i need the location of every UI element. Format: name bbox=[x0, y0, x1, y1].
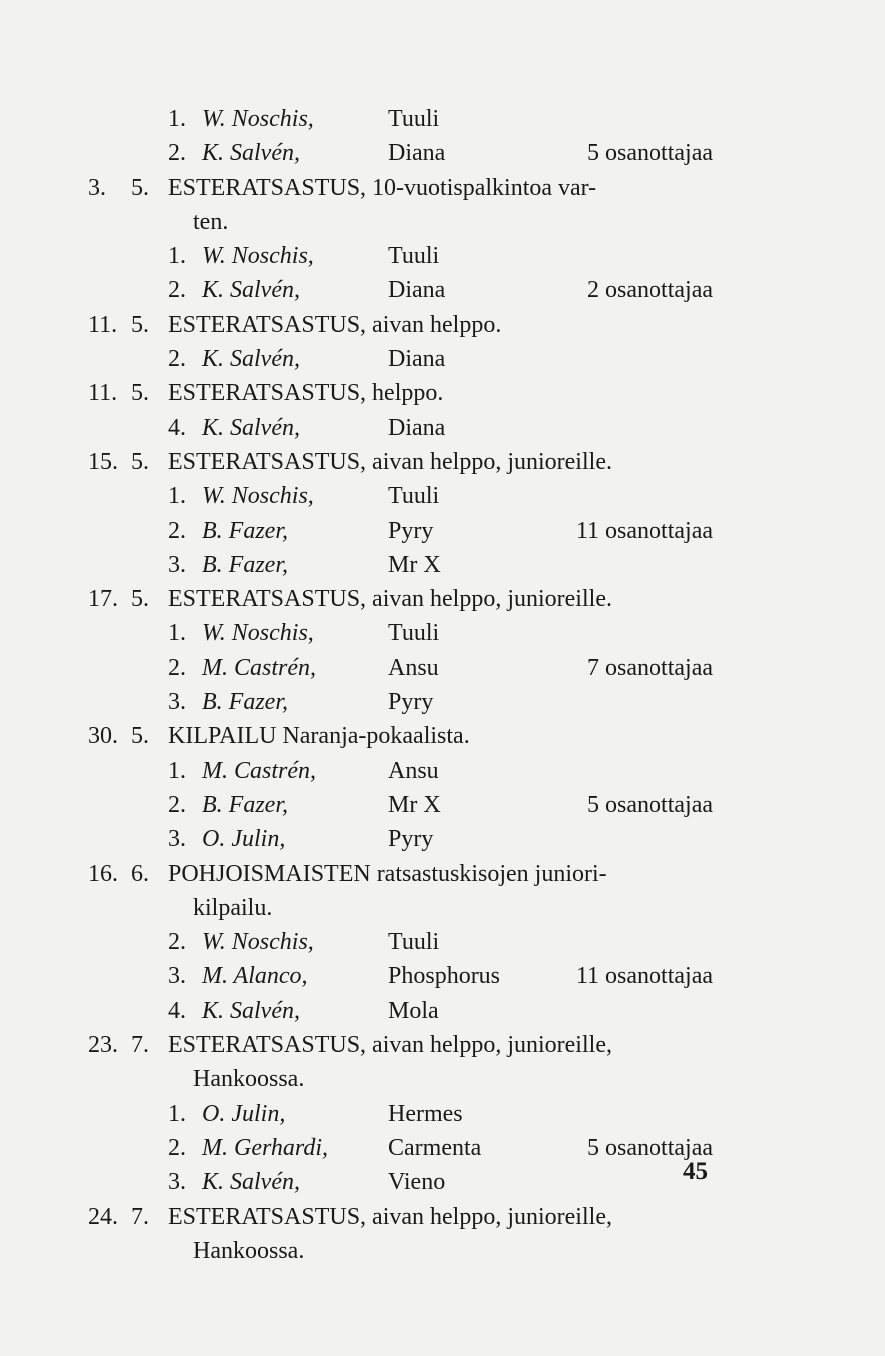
result-place: 3. bbox=[168, 551, 186, 578]
result-row bbox=[0, 651, 885, 685]
result-place: 2. bbox=[168, 929, 186, 956]
horse-name: Tuuli bbox=[388, 106, 440, 132]
result-row bbox=[0, 548, 885, 582]
result-row bbox=[0, 342, 885, 376]
result-row bbox=[0, 136, 885, 170]
horse-name: Ansu bbox=[388, 654, 439, 681]
event-title-continuation bbox=[0, 1234, 885, 1268]
result-place: 1. bbox=[168, 106, 186, 132]
result-place: 2. bbox=[168, 1134, 186, 1161]
event-title-continued: Hankoossa. bbox=[193, 1237, 305, 1264]
result-place: 3. bbox=[168, 1169, 186, 1196]
horse-name: Mr X bbox=[388, 791, 441, 818]
event-title: ESTERATSASTUS, aivan helppo, junioreille, bbox=[168, 1032, 612, 1059]
rider-name: M. Castrén, bbox=[202, 654, 316, 681]
event-month: 5. bbox=[131, 586, 149, 613]
event-heading bbox=[0, 582, 885, 616]
horse-name: Mr X bbox=[388, 551, 441, 578]
rider-name: K. Salvén, bbox=[202, 1169, 300, 1196]
horse-name: Vieno bbox=[388, 1169, 446, 1196]
rider-name: W. Noschis, bbox=[202, 106, 314, 132]
participant-count: 5 osanottajaa bbox=[587, 1134, 713, 1161]
result-place: 2. bbox=[168, 277, 186, 304]
result-place: 3. bbox=[168, 689, 186, 716]
result-place: 2. bbox=[168, 791, 186, 818]
result-place: 2. bbox=[168, 346, 186, 373]
event-date: 30. bbox=[88, 723, 118, 750]
event-date: 24. bbox=[88, 1203, 118, 1230]
results-list bbox=[0, 102, 885, 1268]
event-heading bbox=[0, 445, 885, 479]
event-month: 5. bbox=[131, 723, 149, 750]
horse-name: Pyry bbox=[388, 517, 434, 544]
result-row bbox=[0, 411, 885, 445]
rider-name: O. Julin, bbox=[202, 1100, 286, 1127]
event-date: 17. bbox=[88, 586, 118, 613]
event-heading bbox=[0, 1028, 885, 1062]
result-row bbox=[0, 754, 885, 788]
result-row bbox=[0, 1131, 885, 1165]
event-month: 5. bbox=[131, 380, 149, 407]
rider-name: B. Fazer, bbox=[202, 551, 288, 578]
rider-name: B. Fazer, bbox=[202, 791, 288, 818]
event-title-continued: kilpailu. bbox=[193, 894, 273, 921]
event-heading bbox=[0, 308, 885, 342]
horse-name: Mola bbox=[388, 997, 439, 1024]
result-place: 2. bbox=[168, 140, 186, 167]
result-place: 1. bbox=[168, 620, 186, 647]
event-date: 3. bbox=[88, 174, 106, 201]
event-date: 11. bbox=[88, 311, 118, 338]
horse-name: Hermes bbox=[388, 1100, 463, 1127]
participant-count: 11 osanottajaa bbox=[575, 517, 713, 544]
result-place: 3. bbox=[168, 826, 186, 853]
event-title: ESTERATSASTUS, aivan helppo, junioreille. bbox=[168, 586, 612, 613]
rider-name: K. Salvén, bbox=[202, 277, 300, 304]
event-heading bbox=[0, 376, 885, 410]
horse-name: Phosphorus bbox=[388, 963, 501, 990]
rider-name: K. Salvén, bbox=[202, 414, 300, 441]
result-row bbox=[0, 822, 885, 856]
event-title-continuation bbox=[0, 1062, 885, 1096]
rider-name: W. Noschis, bbox=[202, 243, 314, 270]
rider-name: B. Fazer, bbox=[202, 689, 288, 716]
event-title-continuation bbox=[0, 891, 885, 925]
result-row bbox=[0, 685, 885, 719]
event-month: 7. bbox=[131, 1032, 149, 1059]
horse-name: Diana bbox=[388, 414, 446, 441]
participant-count: 5 osanottajaa bbox=[587, 791, 713, 818]
result-place: 2. bbox=[168, 517, 186, 544]
event-heading bbox=[0, 1200, 885, 1234]
event-heading bbox=[0, 171, 885, 205]
horse-name: Ansu bbox=[388, 757, 439, 784]
horse-name: Tuuli bbox=[388, 243, 440, 270]
horse-name: Tuuli bbox=[388, 929, 440, 956]
event-date: 16. bbox=[88, 860, 118, 887]
event-date: 11. bbox=[88, 380, 118, 407]
rider-name: M. Alanco, bbox=[202, 963, 308, 990]
result-row bbox=[0, 616, 885, 650]
rider-name: K. Salvén, bbox=[202, 140, 300, 167]
event-title: POHJOISMAISTEN ratsastuskisojen juniori- bbox=[168, 860, 607, 887]
event-month: 5. bbox=[131, 174, 149, 201]
event-title-continued: ten. bbox=[193, 208, 229, 235]
rider-name: K. Salvén, bbox=[202, 346, 300, 373]
result-place: 1. bbox=[168, 243, 186, 270]
rider-name: O. Julin, bbox=[202, 826, 286, 853]
event-title: ESTERATSASTUS, aivan helppo, junioreille. bbox=[168, 448, 612, 475]
participant-count: 2 osanottajaa bbox=[587, 277, 713, 304]
result-row bbox=[0, 1097, 885, 1131]
result-row bbox=[0, 925, 885, 959]
result-row bbox=[0, 479, 885, 513]
rider-name: M. Castrén, bbox=[202, 757, 316, 784]
participant-count: 5 osanottajaa bbox=[587, 140, 713, 167]
rider-name: B. Fazer, bbox=[202, 517, 288, 544]
event-title: ESTERATSASTUS, aivan helppo. bbox=[168, 311, 502, 338]
event-month: 5. bbox=[131, 448, 149, 475]
result-row bbox=[0, 102, 885, 136]
page-number: 45 bbox=[683, 1158, 708, 1185]
event-title-continuation bbox=[0, 205, 885, 239]
result-place: 1. bbox=[168, 483, 186, 510]
result-place: 1. bbox=[168, 757, 186, 784]
event-date: 23. bbox=[88, 1032, 118, 1059]
result-place: 1. bbox=[168, 1100, 186, 1127]
participant-count: 7 osanottajaa bbox=[587, 654, 713, 681]
rider-name: W. Noschis, bbox=[202, 620, 314, 647]
result-place: 3. bbox=[168, 963, 186, 990]
event-month: 7. bbox=[131, 1203, 149, 1230]
event-heading bbox=[0, 857, 885, 891]
rider-name: W. Noschis, bbox=[202, 929, 314, 956]
event-title: KILPAILU Naranja-pokaalista. bbox=[168, 723, 470, 750]
result-place: 2. bbox=[168, 654, 186, 681]
result-row bbox=[0, 273, 885, 307]
event-heading bbox=[0, 719, 885, 753]
result-row bbox=[0, 239, 885, 273]
event-title-continued: Hankoossa. bbox=[193, 1066, 305, 1093]
result-row bbox=[0, 994, 885, 1028]
event-title: ESTERATSASTUS, helppo. bbox=[168, 380, 444, 407]
horse-name: Diana bbox=[388, 140, 446, 167]
horse-name: Diana bbox=[388, 346, 446, 373]
event-title: ESTERATSASTUS, aivan helppo, junioreille, bbox=[168, 1203, 612, 1230]
event-date: 15. bbox=[88, 448, 118, 475]
horse-name: Pyry bbox=[388, 826, 434, 853]
result-row bbox=[0, 959, 885, 993]
participant-count: 11 osanottajaa bbox=[575, 963, 713, 990]
rider-name: K. Salvén, bbox=[202, 997, 300, 1024]
rider-name: M. Gerhardi, bbox=[202, 1134, 328, 1161]
horse-name: Diana bbox=[388, 277, 446, 304]
event-title: ESTERATSASTUS, 10-vuotispalkintoa var- bbox=[168, 174, 597, 201]
result-row bbox=[0, 1165, 885, 1199]
result-row bbox=[0, 514, 885, 548]
horse-name: Carmenta bbox=[388, 1134, 482, 1161]
result-row bbox=[0, 788, 885, 822]
event-month: 5. bbox=[131, 311, 149, 338]
rider-name: W. Noschis, bbox=[202, 483, 314, 510]
horse-name: Tuuli bbox=[388, 483, 440, 510]
horse-name: Tuuli bbox=[388, 620, 440, 647]
result-place: 4. bbox=[168, 997, 186, 1024]
result-place: 4. bbox=[168, 414, 186, 441]
event-month: 6. bbox=[131, 860, 149, 887]
horse-name: Pyry bbox=[388, 689, 434, 716]
